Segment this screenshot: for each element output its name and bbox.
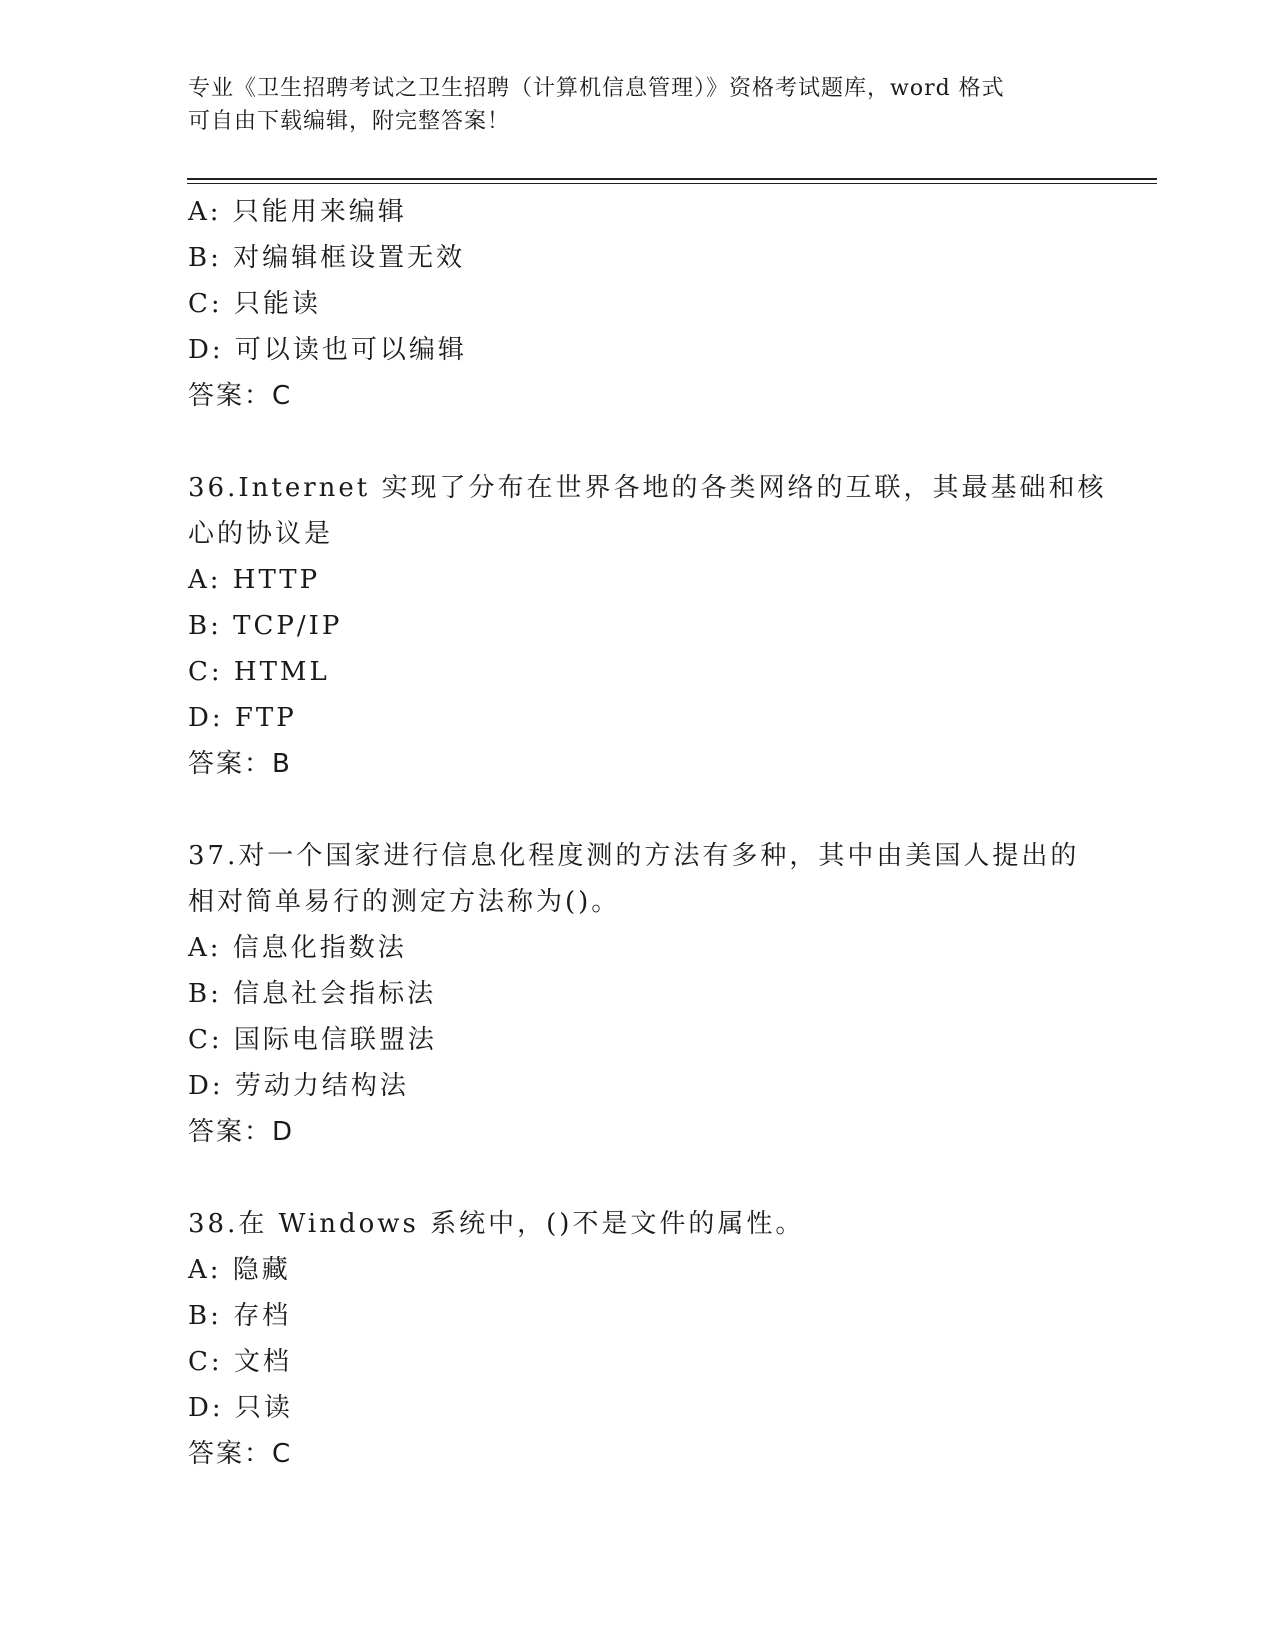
question-text-line: 38.在 Windows 系统中，()不是文件的属性。 bbox=[188, 1209, 805, 1239]
question-text-line: 心的协议是 bbox=[188, 519, 334, 549]
option-c: C: HTML bbox=[188, 657, 330, 687]
answer-line: 答案：D bbox=[188, 1117, 295, 1147]
option-d: D: 劳动力结构法 bbox=[188, 1071, 409, 1101]
option-d: D: 可以读也可以编辑 bbox=[188, 335, 467, 365]
question-text-line: 37.对一个国家进行信息化程度测的方法有多种，其中由美国人提出的 bbox=[188, 841, 1080, 871]
header-line-1: 专业《卫生招聘考试之卫生招聘（计算机信息管理）》资格考试题库，word 格式 bbox=[188, 76, 1005, 101]
option-b: B: TCP/IP bbox=[188, 611, 343, 641]
option-c: C: 文档 bbox=[188, 1347, 292, 1377]
question-list bbox=[188, 189, 1107, 1477]
question-text-line: 相对简单易行的测定方法称为()。 bbox=[188, 887, 621, 917]
question-block bbox=[188, 1201, 1088, 1477]
option-a: A: 只能用来编辑 bbox=[188, 197, 407, 227]
option-b: B: 信息社会指标法 bbox=[188, 979, 437, 1009]
option-b: B: 对编辑框设置无效 bbox=[188, 243, 466, 273]
option-b: B: 存档 bbox=[188, 1301, 292, 1331]
spacer bbox=[188, 787, 1088, 833]
header-divider bbox=[187, 178, 1157, 184]
option-a: A: 信息化指数法 bbox=[188, 933, 407, 963]
option-c: C: 只能读 bbox=[188, 289, 321, 319]
spacer bbox=[188, 1155, 1088, 1201]
option-d: D: FTP bbox=[188, 703, 297, 733]
answer-line: 答案：B bbox=[188, 749, 292, 779]
question-block bbox=[188, 833, 1088, 1155]
option-c: C: 国际电信联盟法 bbox=[188, 1025, 437, 1055]
answer-line: 答案：C bbox=[188, 381, 293, 411]
question-block bbox=[188, 465, 1107, 787]
question-block bbox=[188, 189, 1088, 419]
option-a: A: HTTP bbox=[188, 565, 321, 595]
spacer bbox=[188, 419, 1088, 465]
header-line-2: 可自由下载编辑，附完整答案！ bbox=[188, 109, 511, 134]
option-d: D: 只读 bbox=[188, 1393, 293, 1423]
option-a: A: 隐藏 bbox=[188, 1255, 291, 1285]
answer-line: 答案：C bbox=[188, 1439, 293, 1469]
page-header bbox=[188, 72, 1088, 138]
question-text-line: 36.Internet 实现了分布在世界各地的各类网络的互联，其最基础和核 bbox=[188, 473, 1107, 503]
